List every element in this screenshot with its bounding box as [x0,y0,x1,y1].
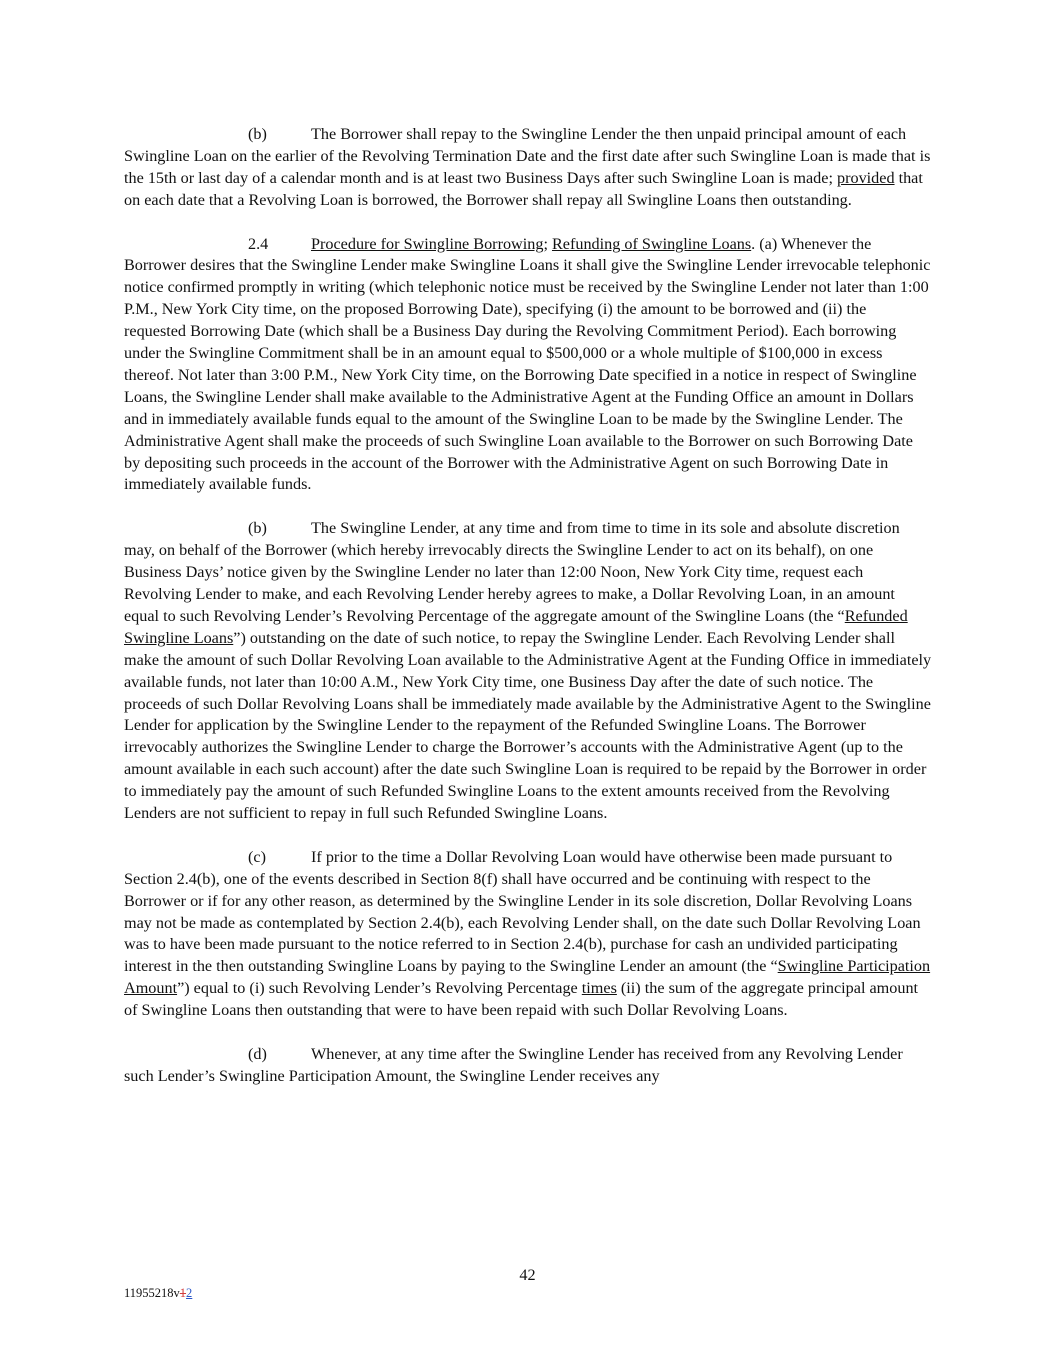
section-heading-swingline-borrowing: Procedure for Swingline Borrowing [311,234,544,253]
paragraph-text: ”) outstanding on the date of such notice, to repay the Swingline Lender. Each Revolving Lender shall make the amount of such Dollar Revolving Loan available to the Administrative Agent at the Funding Office in immediately available funds, not later than 10:00 A.M., New York City time, one Business Day after the date of such notice. The proceeds of such Dollar Revolving Loans shall be immediately made available by the Administrative Agent to the Swingline Lender for application by the Swingline Lender to the repayment of the Refunded Swingline Loans. The Borrower irrevocably authorizes the Swingline Lender to charge the Borrower’s accounts with the Administrative Agent (up to the amount available in each such account) after the date such Swingline Loan is required to be repaid by the Borrower in order to immediately pay the amount of such Refunded Swingline Loans to the extent amounts received from the Revolving Lenders are not sufficient to repay in full such Refunded Swingline Loans. [124,628,932,823]
paragraph-text: If prior to the time a Dollar Revolving Loan would have otherwise been made pursuant to Section 2.4(b), one of the events described in Section 8(f) shall have occurred and be continuing with respect to the Borrower or if for any other reason, as determined by the Swingline Lender in its sole discretion, Dollar Revolving Loans may not be made as contemplated by Section 2.4(b), each Revolving Lender shall, on the date such Dollar Revolving Loan was to have been made pursuant to the notice referred to in Section 2.4(b), purchase for cash an undivided participating interest in the then outstanding Swingline Loans by paying to the Swingline Lender an amount (the “ [124,847,921,976]
page-number: 42 [519,1266,536,1284]
paragraph-marker: (d) [248,1045,267,1063]
paragraph-2-4-b [124,518,932,825]
defined-term-refunded-swingline-loans: Refunded Swingline Loans [124,606,908,647]
heading-separator: ; [543,234,552,253]
paragraph-marker: (c) [248,847,266,866]
section-2-4 [124,234,932,497]
paragraph-text: that on each date that a Revolving Loan is borrowed, the Borrower shall repay all Swingline Loans then outstanding. [124,168,923,209]
paragraph-marker: (b) [248,125,267,143]
paragraph-marker: (b) [248,519,267,538]
section-heading-refunding: Refunding of Swingline Loans [551,234,752,253]
underlined-term-provided: provided [837,168,895,187]
document-id [124,1286,192,1301]
paragraph-2-3-b [124,124,932,212]
paragraph-text: The Borrower shall repay to the Swingline Lender the then unpaid principal amount of each Swingline Loan on the earlier of the Revolving Termination Date and the first date after such Swingline Loan is made that is the 15th or last day of a calendar month and is at least two Business Days after such Swingline Loan is made; [124,125,931,187]
paragraph-text: Whenever, at any time after the Swingline Lender has received from any Revolving Lender such Lender’s Swingline Participation Amount, the Swingline Lender receives any [124,1045,903,1085]
paragraph-2-4-c [124,847,932,1022]
document-id-deleted-version: 1 [179,1286,187,1300]
document-body [124,124,932,1088]
section-number: 2.4 [248,234,269,253]
paragraph-text: (ii) the sum of the aggregate principal amount of Swingline Loans then outstanding that were to have been repaid with such Dollar Revolving Loans. [124,979,919,1020]
document-id-inserted-version: 2 [186,1286,193,1300]
paragraph-2-4-d [124,1044,932,1088]
defined-term-swingline-participation-amount: Swingline Participation Amount [124,957,931,998]
underlined-term-times: times [581,979,617,998]
document-id-base: 11955218v [124,1286,180,1300]
paragraph-text: . (a) Whenever the Borrower desires that the Swingline Lender make Swingline Loans it shall give the Swingline Lender irrevocable telephonic notice confirmed promptly in writing (which telephonic notice must be received by the Swingline Lender not later than 1:00 P.M., New York City time, on the proposed Borrowing Date), specifying (i) the amount to be borrowed and (ii) the requested Borrowing Date (which shall be a Business Day during the Revolving Commitment Period). Each borrowing under the Swingline Commitment shall be in an amount equal to $500,000 or a whole multiple of $100,000 in excess thereof. Not later than 3:00 P.M., New York City time, on the Borrowing Date specified in a notice in respect of Swingline Loans, the Swingline Lender shall make available to the Administrative Agent at the Funding Office an amount in Dollars and in immediately available funds equal to the amount of the Swingline Loan to be made by the Swingline Lender. The Administrative Agent shall make the proceeds of such Swingline Loan available to the Borrower on such Borrowing Date by depositing such proceeds in the account of the Borrower with the Administrative Agent on such Borrowing Date in immediately available funds. [124,234,931,494]
paragraph-text: The Swingline Lender, at any time and from time to time in its sole and absolute discretion may, on behalf of the Borrower (which hereby irrevocably directs the Swingline Lender to act on its behalf), on one Business Days’ notice given by the Swingline Lender no later than 12:00 Noon, New York City time, request each Revolving Lender to make, and each Revolving Lender hereby agrees to make, a Dollar Revolving Loan, in an amount equal to such Revolving Lender’s Revolving Percentage of the aggregate amount of the Swingline Loans (the “ [124,519,900,625]
paragraph-text: ”) equal to (i) such Revolving Lender’s Revolving Percentage [177,979,582,998]
